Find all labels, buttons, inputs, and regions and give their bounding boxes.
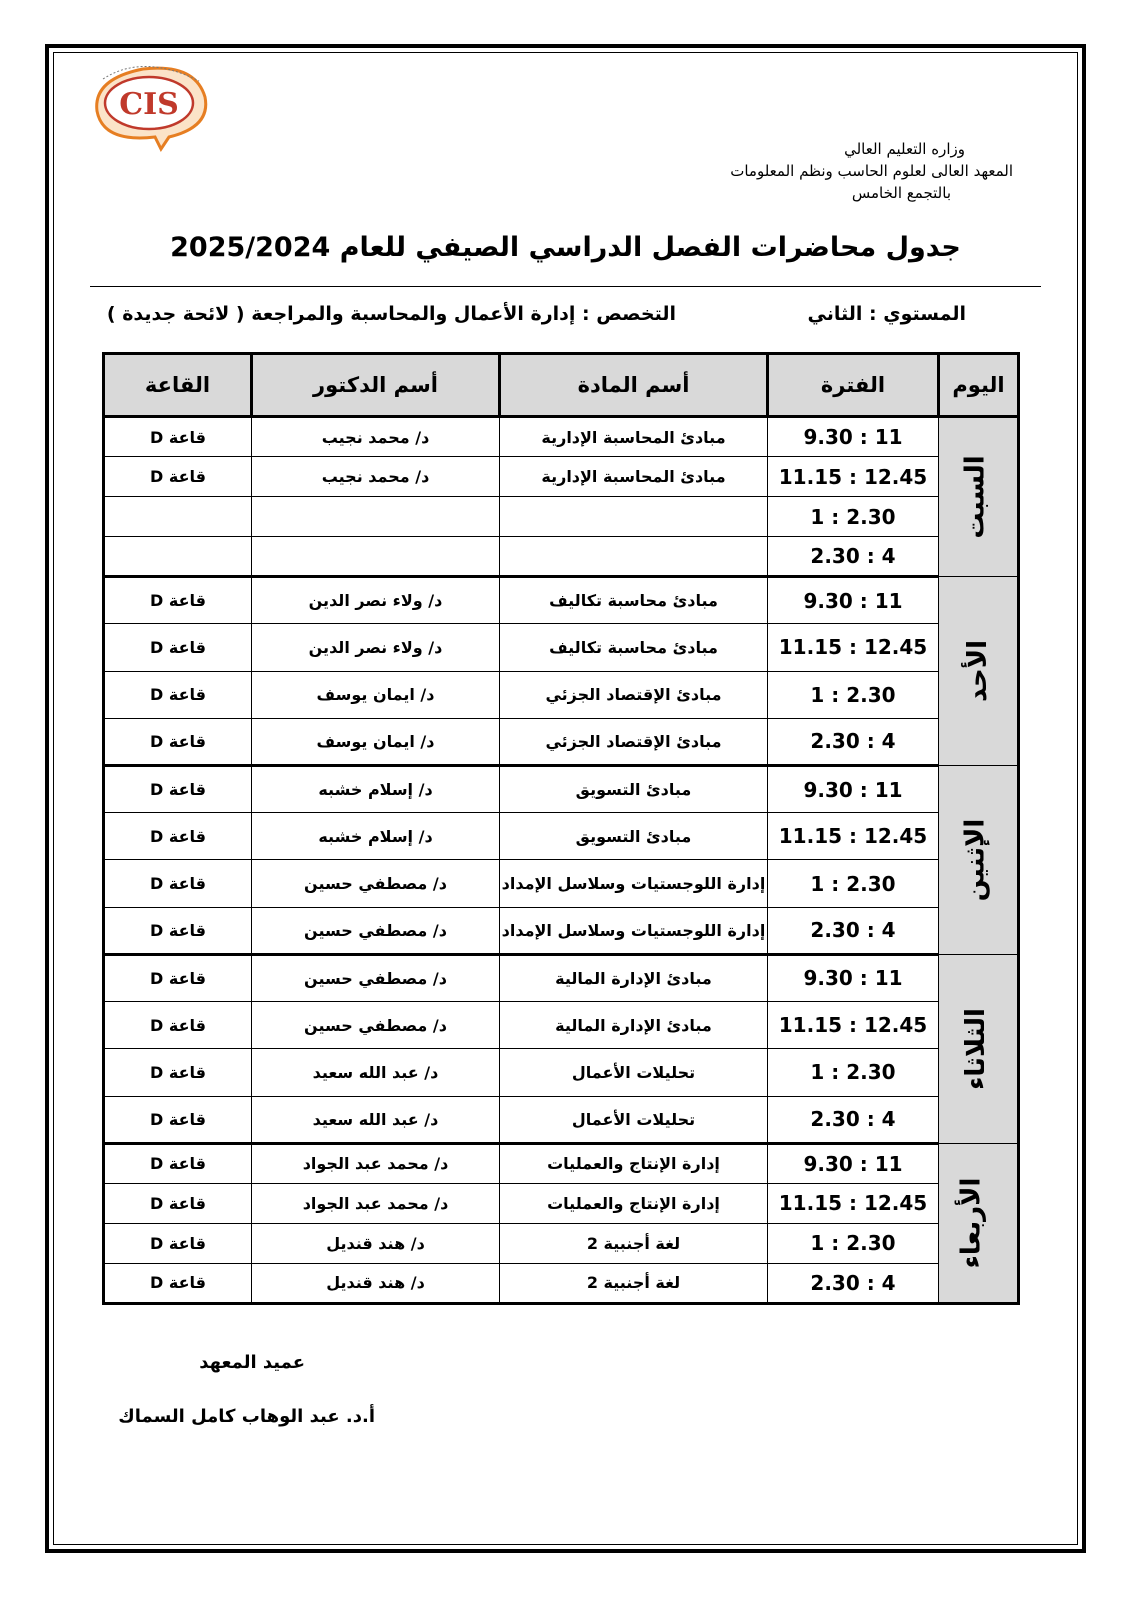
day-label: الأحد <box>963 640 993 703</box>
subject-cell <box>500 1263 768 1303</box>
period-text: 1 : 2.30 <box>810 1060 896 1085</box>
room-cell <box>104 907 252 954</box>
table-row <box>104 624 1019 671</box>
table-row <box>104 718 1019 765</box>
period-cell <box>768 1049 939 1096</box>
doctor-cell <box>252 860 500 907</box>
period-text: 9.30 : 11 <box>803 425 903 450</box>
period-cell <box>768 954 939 1001</box>
dean-title: عميد المعهد <box>199 1352 305 1373</box>
room-cell <box>104 577 252 624</box>
doctor-text: د/ هند قنديل <box>326 1233 425 1253</box>
doctor-cell <box>252 537 500 577</box>
period-cell <box>768 577 939 624</box>
doctor-cell <box>252 1096 500 1143</box>
period-cell <box>768 860 939 907</box>
period-text: 1 : 2.30 <box>810 871 896 896</box>
col-header-doctor: أسم الدكتور <box>252 354 500 417</box>
period-cell <box>768 1263 939 1303</box>
table-row <box>104 1096 1019 1143</box>
period-text: 9.30 : 11 <box>803 777 903 802</box>
institute-logo <box>83 57 215 157</box>
logo-text: CIS <box>119 87 179 122</box>
period-cell <box>768 1143 939 1183</box>
table-row <box>104 813 1019 860</box>
subject-cell <box>500 457 768 497</box>
subject-text: مبادئ المحاسبة الإدارية <box>541 467 726 487</box>
period-cell <box>768 1096 939 1143</box>
subject-text: لغة أجنبية 2 <box>586 1233 681 1253</box>
doctor-text: د/ محمد عبد الجواد <box>302 1154 449 1174</box>
subject-text: إدارة اللوجستيات وسلاسل الإمداد <box>501 920 766 940</box>
doctor-cell <box>252 1049 500 1096</box>
table-row <box>104 766 1019 813</box>
room-text: قاعة D <box>150 874 206 894</box>
period-text: 9.30 : 11 <box>803 966 903 991</box>
room-text: قاعة D <box>150 920 206 940</box>
period-cell <box>768 1183 939 1223</box>
doctor-cell <box>252 497 500 537</box>
period-text: 2.30 : 4 <box>810 729 896 754</box>
period-cell <box>768 907 939 954</box>
doctor-text: د/ عبد الله سعيد <box>312 1109 439 1129</box>
doctor-cell <box>252 671 500 718</box>
period-text: 11.15 : 12.45 <box>778 1191 928 1216</box>
subject-cell <box>500 537 768 577</box>
subject-cell <box>500 1143 768 1183</box>
period-text: 1 : 2.30 <box>810 1231 896 1256</box>
subject-cell <box>500 1049 768 1096</box>
room-cell <box>104 954 252 1001</box>
table-row <box>104 417 1019 457</box>
subject-text: مبادئ الإدارة المالية <box>555 1015 712 1035</box>
page-title: جدول محاضرات الفصل الدراسي الصيفي للعام 2025/2024 <box>170 232 961 263</box>
room-cell <box>104 1143 252 1183</box>
table-row <box>104 457 1019 497</box>
doctor-text: د/ ايمان يوسف <box>316 685 435 705</box>
subject-text: مبادئ الإقتصاد الجزئي <box>545 731 722 751</box>
subject-cell <box>500 671 768 718</box>
room-cell <box>104 537 252 577</box>
table-row <box>104 1223 1019 1263</box>
doctor-cell <box>252 907 500 954</box>
period-text: 11.15 : 12.45 <box>778 1013 928 1038</box>
subject-text: إدارة اللوجستيات وسلاسل الإمداد <box>501 874 766 894</box>
subject-text: مبادئ الإقتصاد الجزئي <box>545 685 722 705</box>
subject-text: مبادئ التسويق <box>575 826 692 846</box>
ministry-line: وزاره التعليم العالي <box>844 140 965 158</box>
room-text: قاعة D <box>150 1062 206 1082</box>
period-text: 9.30 : 11 <box>803 588 903 613</box>
table-header-row <box>104 354 1019 417</box>
room-cell <box>104 624 252 671</box>
doctor-cell <box>252 1002 500 1049</box>
room-cell <box>104 1183 252 1223</box>
subject-cell <box>500 813 768 860</box>
room-cell <box>104 1263 252 1303</box>
table-row <box>104 577 1019 624</box>
doctor-cell <box>252 624 500 671</box>
dean-name: أ.د. عبد الوهاب كامل السماك <box>118 1406 375 1427</box>
subject-cell <box>500 1096 768 1143</box>
room-text: قاعة D <box>150 1193 206 1213</box>
doctor-cell <box>252 954 500 1001</box>
doctor-text: د/ إسلام خشبه <box>318 780 433 800</box>
col-header-day: اليوم <box>939 354 1019 417</box>
title-divider <box>90 286 1041 287</box>
subject-cell <box>500 1183 768 1223</box>
period-text: 2.30 : 4 <box>810 1270 896 1295</box>
doctor-text: د/ مصطفي حسين <box>304 968 447 988</box>
room-text: قاعة D <box>150 968 206 988</box>
room-cell <box>104 457 252 497</box>
period-cell <box>768 1002 939 1049</box>
room-cell <box>104 1049 252 1096</box>
period-text: 2.30 : 4 <box>810 918 896 943</box>
doctor-text: د/ إسلام خشبه <box>318 826 433 846</box>
subject-cell <box>500 624 768 671</box>
table-row <box>104 497 1019 537</box>
day-label: الأربعاء <box>956 1177 987 1269</box>
room-cell <box>104 766 252 813</box>
doctor-cell <box>252 1223 500 1263</box>
period-cell <box>768 766 939 813</box>
doctor-cell <box>252 718 500 765</box>
table-row <box>104 1002 1019 1049</box>
table-row <box>104 907 1019 954</box>
room-text: قاعة D <box>150 1233 206 1253</box>
subject-text: مبادئ الإدارة المالية <box>555 968 712 988</box>
doctor-text: د/ مصطفي حسين <box>304 874 447 894</box>
doctor-cell <box>252 813 500 860</box>
table-row <box>104 1183 1019 1223</box>
period-cell <box>768 813 939 860</box>
institute-line: المعهد العالى لعلوم الحاسب ونظم المعلومات <box>730 162 1013 180</box>
period-text: 11.15 : 12.45 <box>778 635 928 660</box>
doctor-text: د/ محمد نجيب <box>321 427 430 447</box>
specialization-label: التخصص : إدارة الأعمال والمحاسبة والمراجعة ( لائحة جديدة ) <box>106 303 676 325</box>
col-header-period: الفترة <box>768 354 939 417</box>
doctor-text: د/ محمد عبد الجواد <box>302 1193 449 1213</box>
table-row <box>104 860 1019 907</box>
room-text: قاعة D <box>150 427 206 447</box>
doctor-text: د/ محمد نجيب <box>321 467 430 487</box>
col-header-subject: أسم المادة <box>500 354 768 417</box>
day-cell <box>939 954 1019 1143</box>
room-text: قاعة D <box>150 1273 206 1293</box>
period-cell <box>768 624 939 671</box>
subject-text: تحليلات الأعمال <box>571 1062 696 1082</box>
table-row <box>104 1049 1019 1096</box>
subject-cell <box>500 860 768 907</box>
subject-cell <box>500 417 768 457</box>
subject-cell <box>500 1223 768 1263</box>
doctor-cell <box>252 417 500 457</box>
period-cell <box>768 671 939 718</box>
table-row <box>104 537 1019 577</box>
room-cell <box>104 1002 252 1049</box>
doctor-cell <box>252 457 500 497</box>
room-text: قاعة D <box>150 467 206 487</box>
doctor-text: د/ ولاء نصر الدين <box>308 637 443 657</box>
ministry-header <box>653 138 1013 204</box>
period-text: 11.15 : 12.45 <box>778 824 928 849</box>
room-cell <box>104 1223 252 1263</box>
doctor-cell <box>252 1183 500 1223</box>
day-cell <box>939 577 1019 766</box>
doctor-text: د/ مصطفي حسين <box>304 1015 447 1035</box>
schedule-body <box>104 417 1019 1304</box>
subject-cell <box>500 907 768 954</box>
day-cell <box>939 766 1019 955</box>
period-cell <box>768 1223 939 1263</box>
doctor-cell <box>252 577 500 624</box>
subject-text: إدارة الإنتاج والعمليات <box>547 1193 720 1213</box>
room-text: قاعة D <box>150 1015 206 1035</box>
doctor-cell <box>252 766 500 813</box>
day-label: السبت <box>960 455 991 539</box>
room-text: قاعة D <box>150 731 206 751</box>
doctor-text: د/ هند قنديل <box>326 1273 425 1293</box>
doctor-text: د/ عبد الله سعيد <box>312 1062 439 1082</box>
room-cell <box>104 813 252 860</box>
table-row <box>104 1263 1019 1303</box>
table-row <box>104 671 1019 718</box>
col-header-room: القاعة <box>104 354 252 417</box>
period-text: 2.30 : 4 <box>810 544 896 569</box>
period-cell <box>768 417 939 457</box>
schedule-table <box>102 352 1020 1305</box>
level-label: المستوي : الثاني <box>807 303 966 325</box>
subject-text: إدارة الإنتاج والعمليات <box>547 1154 720 1174</box>
campus-line: بالتجمع الخامس <box>851 184 951 202</box>
doctor-cell <box>252 1263 500 1303</box>
subject-cell <box>500 1002 768 1049</box>
day-cell <box>939 1143 1019 1303</box>
subject-text: مبادئ محاسبة تكاليف <box>549 591 718 611</box>
subject-cell <box>500 497 768 537</box>
subject-text: تحليلات الأعمال <box>571 1109 696 1129</box>
subject-text: مبادئ محاسبة تكاليف <box>549 637 718 657</box>
room-cell <box>104 671 252 718</box>
subject-cell <box>500 954 768 1001</box>
room-cell <box>104 417 252 457</box>
room-cell <box>104 718 252 765</box>
day-label: الثلاثاء <box>961 1007 992 1090</box>
period-cell <box>768 537 939 577</box>
doctor-text: د/ ايمان يوسف <box>316 731 435 751</box>
period-text: 9.30 : 11 <box>803 1151 903 1176</box>
period-text: 1 : 2.30 <box>810 682 896 707</box>
room-cell <box>104 497 252 537</box>
table-row <box>104 954 1019 1001</box>
period-cell <box>768 497 939 537</box>
room-text: قاعة D <box>150 685 206 705</box>
table-row <box>104 1143 1019 1183</box>
room-text: قاعة D <box>150 637 206 657</box>
subject-text: لغة أجنبية 2 <box>586 1273 681 1293</box>
period-text: 11.15 : 12.45 <box>778 464 928 489</box>
day-label: الإثنين <box>960 818 991 902</box>
subject-text: مبادئ التسويق <box>575 780 692 800</box>
room-text: قاعة D <box>150 780 206 800</box>
subject-cell <box>500 766 768 813</box>
room-text: قاعة D <box>150 826 206 846</box>
period-text: 1 : 2.30 <box>810 504 896 529</box>
period-cell <box>768 457 939 497</box>
room-cell <box>104 1096 252 1143</box>
room-text: قاعة D <box>150 1154 206 1174</box>
period-cell <box>768 718 939 765</box>
room-cell <box>104 860 252 907</box>
day-cell <box>939 417 1019 577</box>
subject-text: مبادئ المحاسبة الإدارية <box>541 427 726 447</box>
subject-cell <box>500 718 768 765</box>
subject-cell <box>500 577 768 624</box>
room-text: قاعة D <box>150 1109 206 1129</box>
doctor-text: د/ ولاء نصر الدين <box>308 591 443 611</box>
period-text: 2.30 : 4 <box>810 1107 896 1132</box>
room-text: قاعة D <box>150 591 206 611</box>
doctor-text: د/ مصطفي حسين <box>304 920 447 940</box>
doctor-cell <box>252 1143 500 1183</box>
